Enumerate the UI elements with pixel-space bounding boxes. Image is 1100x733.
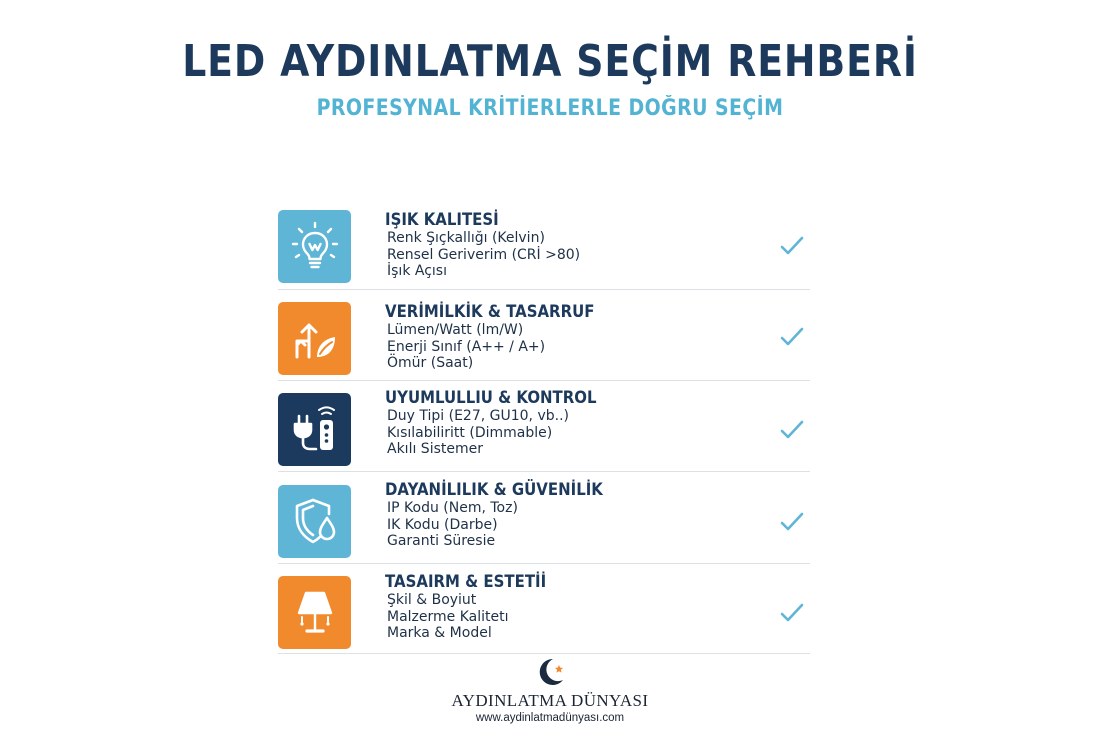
criteria-item: Rensel Geriverim (CRİ >80) — [387, 246, 581, 263]
brand-url: www.aydinlatmadünyası.com — [475, 712, 625, 724]
check-icon — [778, 508, 806, 536]
criteria-item: Ömür (Saat) — [387, 355, 474, 371]
criteria-heading: UYUMLULLIU & KONTROL — [385, 388, 597, 408]
criteria-row-compatibility — [278, 381, 810, 472]
footer-brand — [0, 655, 1100, 724]
criteria-row-efficiency — [278, 290, 810, 381]
check-icon — [778, 323, 806, 351]
shield-drop-icon — [278, 485, 351, 558]
criteria-item: Kısılabiliritt (Dimmable) — [387, 424, 553, 441]
criteria-heading: DAYANİLILIK & GÜVENİLİK — [385, 480, 603, 500]
criteria-item: Renk Şıçkallığı (Kelvin) — [387, 230, 545, 246]
criteria-heading: IŞIK KALITESİ — [385, 210, 499, 230]
page-subtitle: PROFESYNAL KRİTİERLERLE DOĞRU SEÇİM — [316, 96, 784, 121]
criteria-item: Lümen/Watt (lm/W) — [387, 322, 524, 338]
criteria-list — [278, 206, 810, 654]
criteria-item: Akılı Sistemer — [387, 441, 483, 457]
check-icon — [778, 599, 806, 627]
criteria-row-design — [278, 564, 810, 654]
criteria-row-light-quality — [278, 206, 810, 290]
brand-name: AYDINLATMA DÜNYASI — [451, 691, 649, 710]
criteria-item: IP Kodu (Nem, Toz) — [387, 500, 518, 516]
criteria-item: Malzerme Kalitetı — [387, 608, 509, 625]
check-icon — [778, 232, 806, 260]
criteria-item: İşık Açısı — [387, 263, 447, 279]
criteria-item: Şkil & Boyiut — [387, 592, 477, 608]
criteria-heading: VERİMİLKİK & TASARRUF — [385, 302, 595, 322]
lamp-icon — [278, 576, 351, 649]
page-title: LED AYDINLATMA SEÇİM REHBERİ — [182, 36, 918, 87]
check-icon — [778, 416, 806, 444]
crescent-star-icon — [533, 655, 567, 689]
efficiency-leaf-icon — [278, 302, 351, 375]
criteria-item: Marka & Model — [387, 625, 492, 641]
criteria-item: Enerji Sınıf (A++ / A+) — [387, 338, 546, 355]
criteria-item: IK Kodu (Darbe) — [387, 516, 498, 533]
light-bulb-icon — [278, 210, 351, 283]
plug-remote-icon — [278, 393, 351, 466]
criteria-heading: TASAIRM & ESTETİİ — [385, 572, 547, 592]
criteria-item: Garanti Süresie — [387, 533, 496, 549]
criteria-row-durability — [278, 472, 810, 564]
criteria-item: Duy Tipi (E27, GU10, vb..) — [387, 408, 569, 424]
